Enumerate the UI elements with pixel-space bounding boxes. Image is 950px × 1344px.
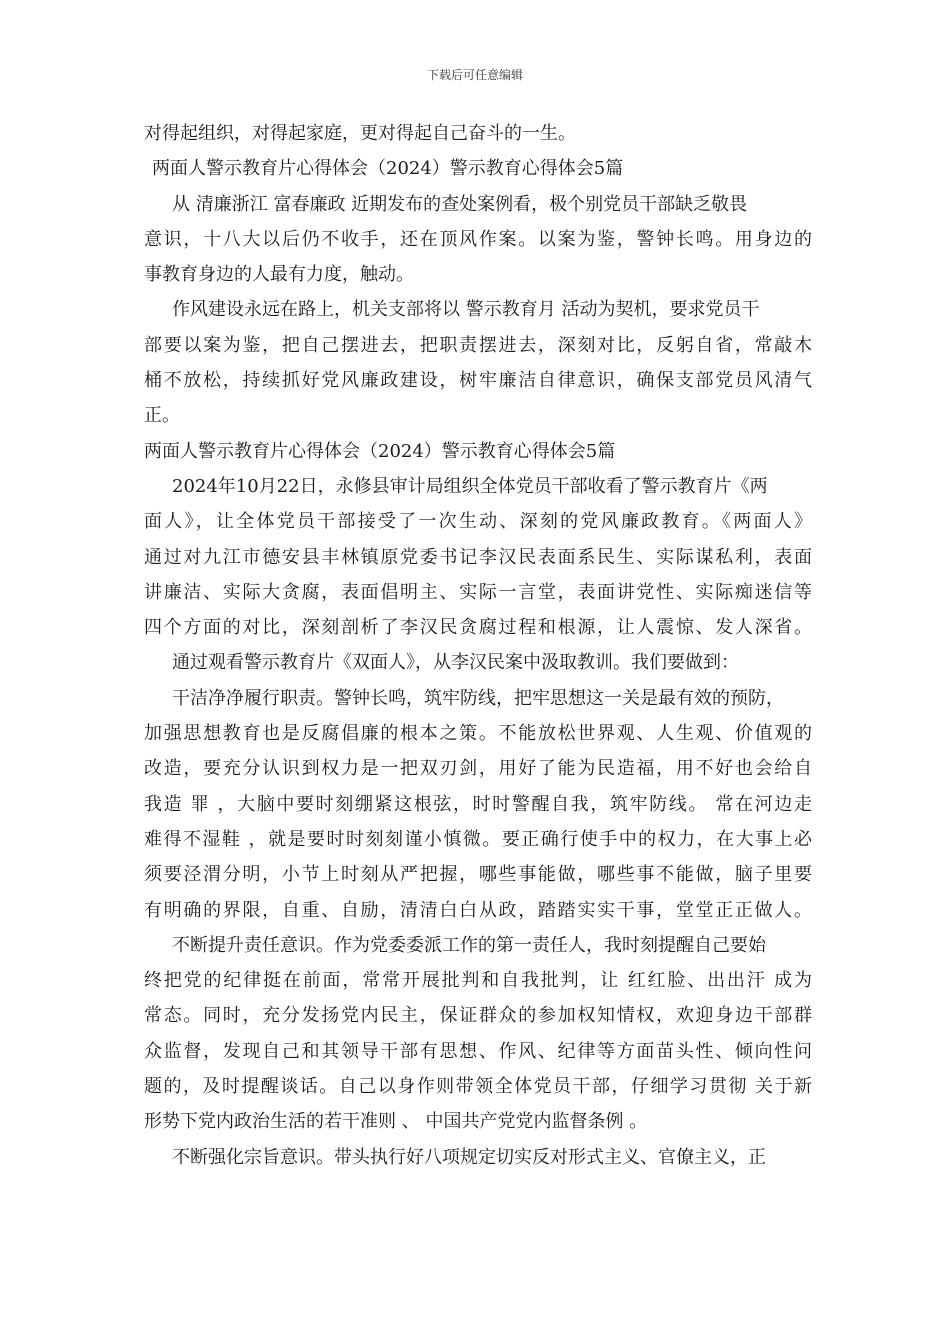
text-line: 须要泾渭分明，小节上时刻从严把握，哪些事能做，哪些事不能做，脑子里要 <box>144 864 812 886</box>
section-heading: 两面人警示教育片心得体会（2024）警示教育心得体会5篇 <box>144 440 616 462</box>
text-line: 通过对九江市德安县丰林镇原党委书记李汉民表面系民生、实际谋私利，表面 <box>144 546 812 568</box>
text-line: 正。 <box>144 405 180 427</box>
text-line: 意识，十八大以后仍不收手，还在顶风作案。以案为鉴，警钟长鸣。用身边的 <box>144 228 812 250</box>
text-line: 不断提升责任意识。作为党委委派工作的第一责任人，我时刻提醒自己要始 <box>172 934 766 956</box>
text-line: 众监督，发现自己和其领导干部有思想、作风、纪律等方面苗头性、倾向性问 <box>144 1040 812 1062</box>
text-line: 部要以案为鉴，把自己摆进去，把职责摆进去，深刻对比，反躬自省，常敲木 <box>144 334 812 356</box>
text-line: 不断强化宗旨意识。带头执行好八项规定切实反对形式主义、官僚主义，正 <box>172 1146 766 1168</box>
text-line: 桶不放松，持续抓好党风廉政建设，树牢廉洁自律意识，确保支部党员风清气 <box>144 370 812 392</box>
text-line: 作风建设永远在路上，机关支部将以 警示教育月 活动为契机，要求党员干 <box>172 299 760 321</box>
page-header: 下载后可任意编辑 <box>426 68 523 82</box>
text-line: 有明确的界限，自重、自励，清清白白从政，踏踏实实干事，堂堂正正做人。 <box>144 899 812 921</box>
text-line: 从 清廉浙江 富春廉政 近期发布的查处案例看，极个别党员干部缺乏敬畏 <box>172 193 748 215</box>
text-line: 四个方面的对比，深刻剖析了李汉民贪腐过程和根源，让人震惊、发人深省。 <box>144 617 812 639</box>
text-line: 讲廉洁、实际大贪腐，表面倡明主、实际一言堂，表面讲党性、实际痴迷信等 <box>144 581 812 603</box>
text-line: 加强思想教育也是反腐倡廉的根本之策。不能放松世界观、人生观、价值观的 <box>144 723 812 745</box>
text-line: 事教育身边的人最有力度，触动。 <box>144 264 414 286</box>
text-line: 常态。同时，充分发扬党内民主，保证群众的参加权知情权，欢迎身边干部群 <box>144 1005 812 1027</box>
section-heading: 两面人警示教育片心得体会（2024）警示教育心得体会5篇 <box>152 158 624 180</box>
text-line: 改造，要充分认识到权力是一把双刃剑，用好了能为民造福，用不好也会给自 <box>144 758 812 780</box>
text-line: 面人》，让全体党员干部接受了一次生动、深刻的党风廉政教育。《两面人》 <box>144 511 812 533</box>
text-line: 对得起组织，对得起家庭，更对得起自己奋斗的一生。 <box>144 123 576 144</box>
text-line: 我造 罪 ，大脑中要时刻绷紧这根弦，时时警醒自我，筑牢防线。 常在河边走 <box>144 793 812 815</box>
document-body <box>144 116 812 1175</box>
text-line: 形势下党内政治生活的若干准则 、 中国共产党党内监督条例 。 <box>144 1111 648 1133</box>
text-line: 干洁净净履行职责。警钟长鸣，筑牢防线，把牢思想这一关是最有效的预防， <box>172 687 784 709</box>
text-line: 2024年10月22日，永修县审计局组织全体党员干部收看了警示教育片《两 <box>172 475 768 497</box>
text-line: 难得不湿鞋 ，就是要时时刻刻谨小慎微。要正确行使手中的权力，在大事上必 <box>144 828 812 850</box>
text-line: 终把党的纪律挺在前面，常常开展批判和自我批判，让 红红脸、出出汗 成为 <box>144 970 812 992</box>
text-line: 题的，及时提醒谈话。自己以身作则带领全体党员干部，仔细学习贯彻 关于新 <box>144 1076 812 1098</box>
text-line: 通过观看警示教育片《双面人》，从李汉民案中汲取教训。我们要做到： <box>172 652 739 674</box>
